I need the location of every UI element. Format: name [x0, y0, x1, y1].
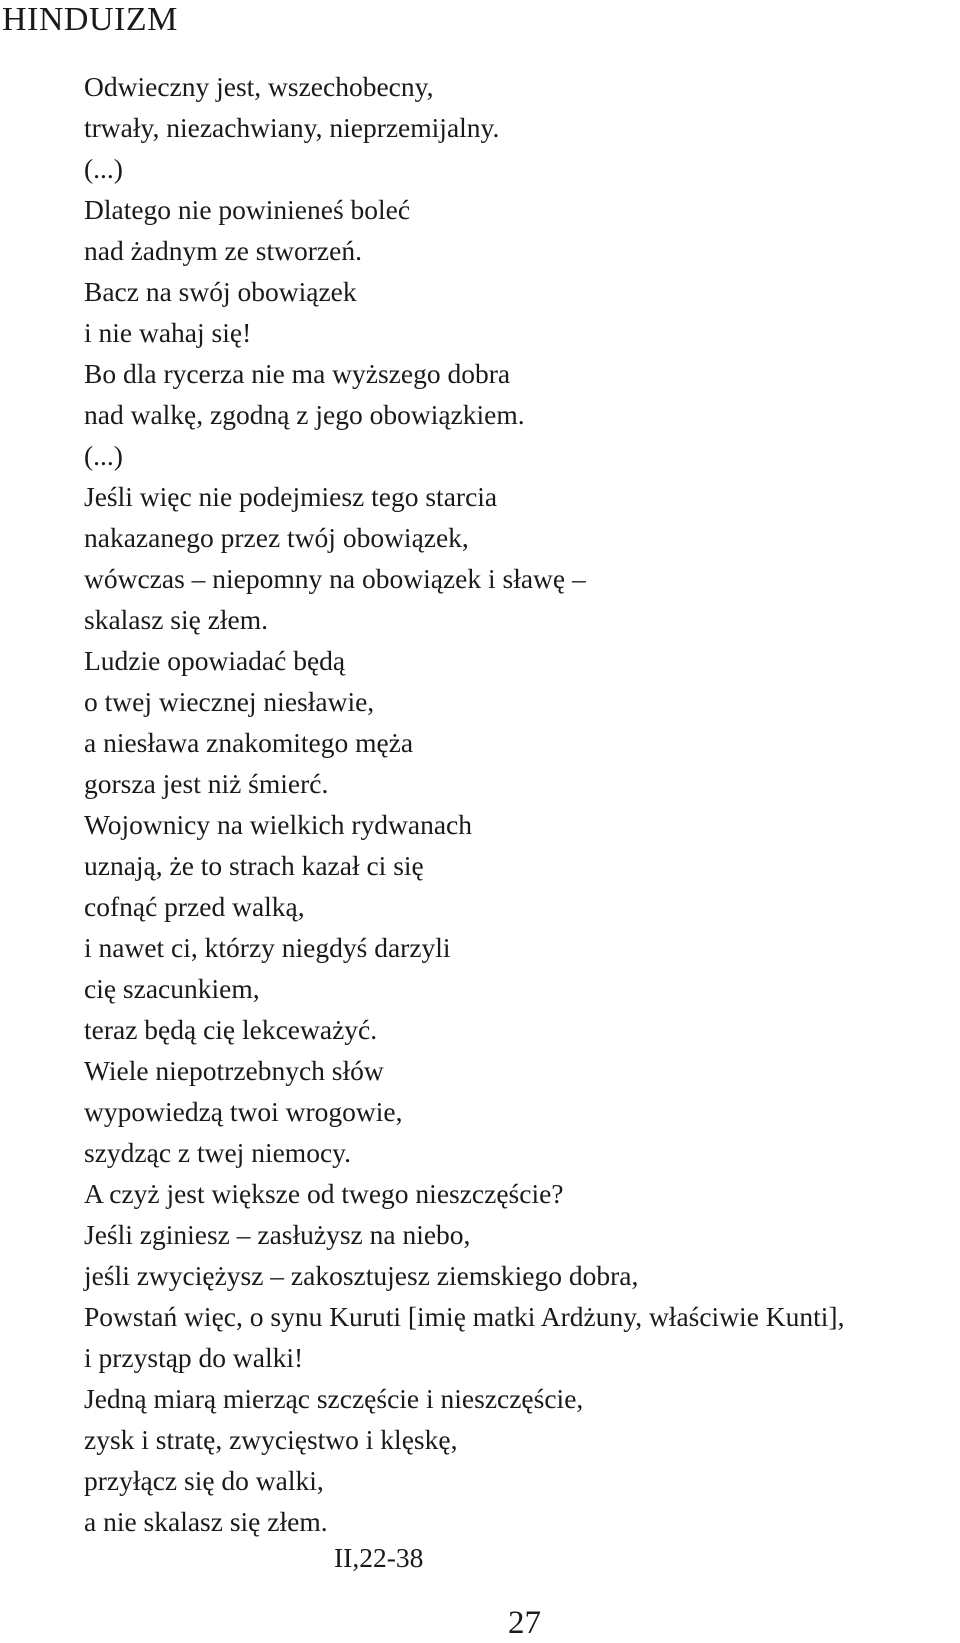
poem-line: Ludzie opowiadać będą — [84, 645, 346, 676]
page-heading: HINDUIZM — [2, 1, 178, 38]
poem-line: Dlatego nie powinieneś boleć — [84, 194, 411, 225]
poem-line: nakazanego przez twój obowiązek, — [84, 522, 469, 553]
poem-line: teraz będą cię lekceważyć. — [84, 1014, 378, 1045]
poem-line: i nawet ci, którzy niegdyś darzyli — [84, 932, 451, 963]
poem-line: zysk i stratę, zwycięstwo i klęskę, — [84, 1424, 458, 1455]
poem-line: Bacz na swój obowiązek — [84, 276, 357, 307]
poem-line: o twej wiecznej niesławie, — [84, 686, 375, 717]
poem-line: gorsza jest niż śmierć. — [84, 768, 329, 799]
poem-line: cofnąć przed walką, — [84, 891, 305, 922]
poem-line: Jedną miarą mierząc szczęście i nieszczęście, — [84, 1383, 584, 1414]
poem-line: A czyż jest większe od twego nieszczęście? — [84, 1178, 564, 1209]
poem-line: szydząc z twej niemocy. — [84, 1137, 351, 1168]
poem-line: (...) — [84, 153, 123, 184]
poem-line: Jeśli więc nie podejmiesz tego starcia — [84, 481, 498, 512]
poem-line: Jeśli zginiesz – zasłużysz na niebo, — [84, 1219, 471, 1250]
poem-line: (...) — [84, 440, 123, 471]
poem-line: wówczas – niepomny na obowiązek i sławę – — [84, 563, 586, 594]
poem-line: Odwieczny jest, wszechobecny, — [84, 71, 434, 102]
poem-line: nad żadnym ze stworzeń. — [84, 235, 362, 266]
poem-line: Bo dla rycerza nie ma wyższego dobra — [84, 358, 511, 389]
poem-line: a nie skalasz się złem. — [84, 1506, 328, 1537]
poem-line: Wojownicy na wielkich rydwanach — [84, 809, 473, 840]
page-number: 27 — [508, 1605, 541, 1641]
poem-line: Wiele niepotrzebnych słów — [84, 1055, 384, 1086]
poem-line: nad walkę, zgodną z jego obowiązkiem. — [84, 399, 525, 430]
poem-line: jeśli zwyciężysz – zakosztujesz ziemskiego dobra, — [84, 1260, 639, 1291]
poem-line: i nie wahaj się! — [84, 317, 252, 348]
poem-line: trwały, niezachwiany, nieprzemijalny. — [84, 112, 500, 143]
poem-text — [84, 66, 844, 1542]
poem-line: wypowiedzą twoi wrogowie, — [84, 1096, 403, 1127]
poem-line: a niesława znakomitego męża — [84, 727, 414, 758]
poem-line: cię szacunkiem, — [84, 973, 260, 1004]
poem-line: i przystąp do walki! — [84, 1342, 304, 1373]
verse-reference: II,22-38 — [334, 1542, 424, 1573]
poem-line: skalasz się złem. — [84, 604, 269, 635]
poem-line: uznają, że to strach kazał ci się — [84, 850, 424, 881]
poem-line: przyłącz się do walki, — [84, 1465, 324, 1496]
poem-line: Powstań więc, o synu Kuruti [imię matki Ardżuny, właściwie Kunti], — [84, 1301, 845, 1332]
